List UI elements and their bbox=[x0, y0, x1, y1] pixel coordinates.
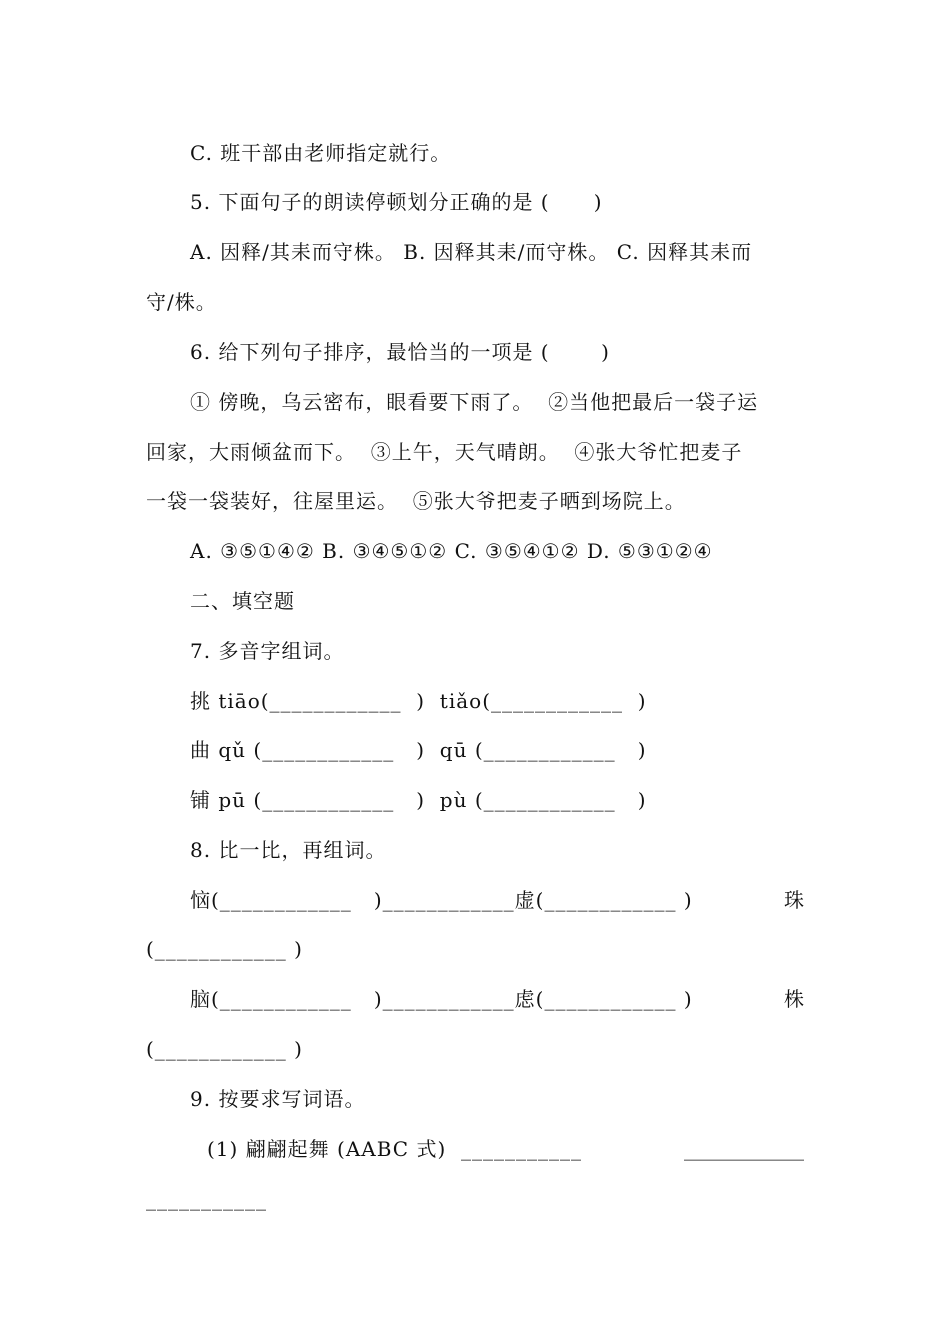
q4-option-c: C. 班干部由老师指定就行。 bbox=[190, 141, 452, 165]
question-7: 7. 多音字组词。 bbox=[190, 639, 345, 663]
question-5-options: A. 因释/其耒而守株。 B. 因释其耒/而守株。 C. 因释其耒而 bbox=[190, 240, 753, 264]
question-9: 9. 按要求写词语。 bbox=[190, 1087, 366, 1111]
question-9-item-1-right: ____________ bbox=[684, 1137, 804, 1161]
question-7-line-1: 挑 tiāo(____________ ) tiǎo(____________ ) bbox=[190, 689, 647, 713]
question-5-options-cont: 守/株。 bbox=[146, 290, 217, 314]
question-8-line-1-right: 珠 bbox=[784, 888, 804, 912]
question-9-item-1: (1) 翩翩起舞 (AABC 式) ___________ bbox=[207, 1137, 582, 1161]
question-8: 8. 比一比，再组词。 bbox=[190, 838, 387, 862]
question-7-line-2: 曲 qǔ (____________ ) qū (____________ ) bbox=[190, 738, 647, 762]
question-7-line-3: 铺 pū (____________ ) pù (____________ ) bbox=[190, 788, 647, 812]
question-8-line-1-cont: (____________ ) bbox=[146, 937, 303, 961]
question-8-line-2: 脑(____________ )____________虑(____________ ) bbox=[190, 987, 693, 1011]
question-8-line-2-cont: (____________ ) bbox=[146, 1037, 303, 1061]
section-heading-fill-blank: 二、填空题 bbox=[190, 589, 295, 613]
question-6-line-3: 一袋一袋装好，往屋里运。 ⑤张大爷把麦子晒到场院上。 bbox=[146, 489, 686, 513]
question-6: 6. 给下列句子排序，最恰当的一项是 ( ) bbox=[190, 340, 610, 364]
question-8-line-2-right: 株 bbox=[784, 987, 804, 1011]
question-6-line-1: ① 傍晚，乌云密布，眼看要下雨了。 ②当他把最后一袋子运 bbox=[190, 390, 759, 414]
question-8-line-1: 恼(____________ )____________虚(____________ ) bbox=[190, 888, 693, 912]
question-6-line-2: 回家，大雨倾盆而下。 ③上午，天气晴朗。 ④张大爷忙把麦子 bbox=[146, 440, 743, 464]
question-9-item-1-cont: ___________ bbox=[146, 1187, 267, 1211]
question-5: 5. 下面句子的朗读停顿划分正确的是 ( ) bbox=[190, 190, 603, 214]
question-6-options: A. ③⑤①④② B. ③④⑤①② C. ③⑤④①② D. ⑤③①②④ bbox=[190, 539, 713, 563]
